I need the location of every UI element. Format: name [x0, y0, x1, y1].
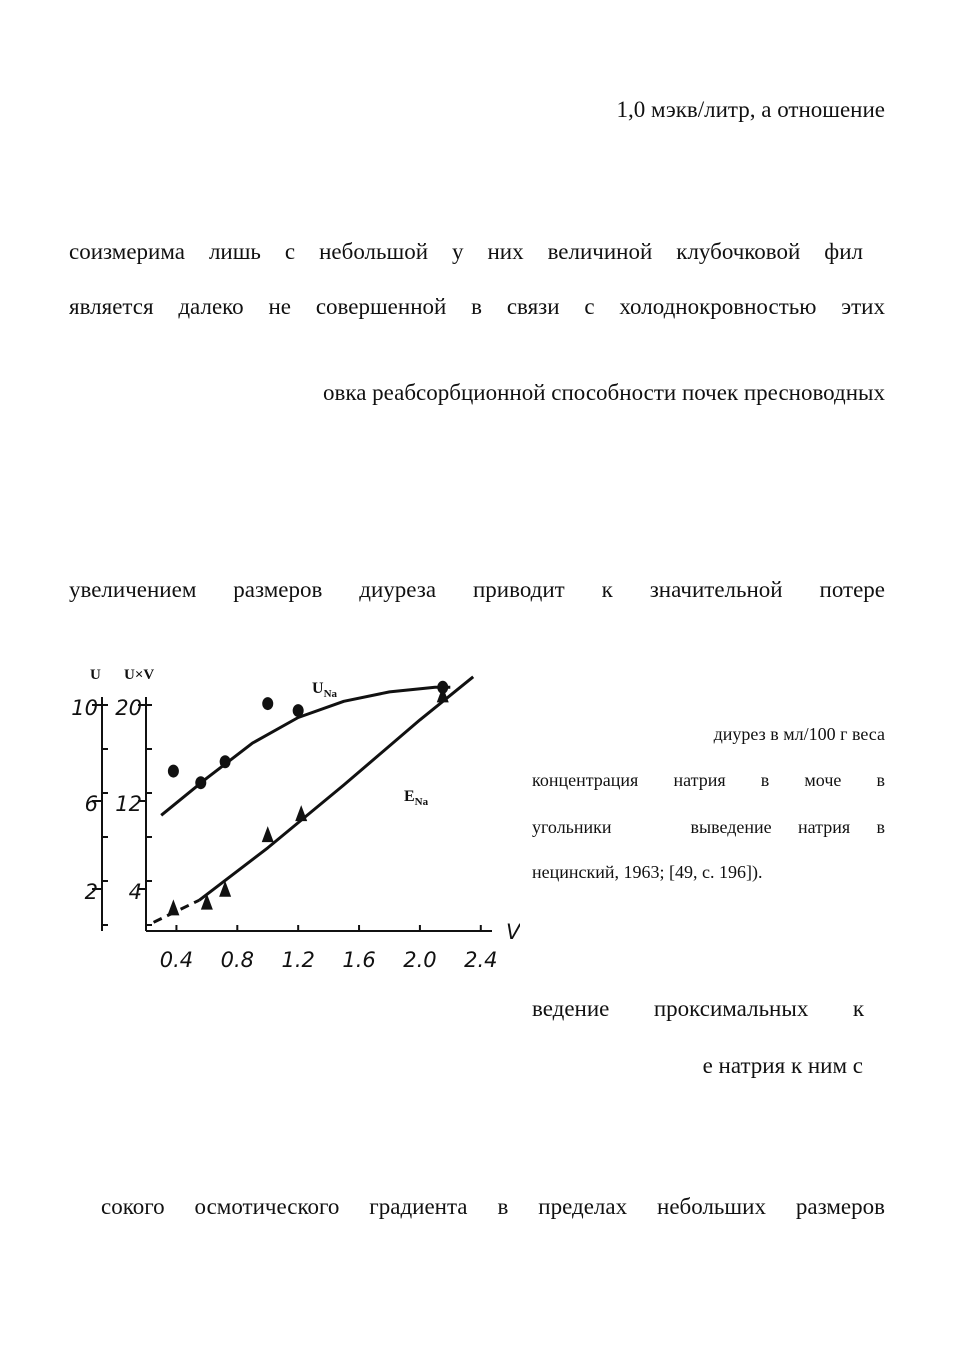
right-axis-title: U×V	[124, 667, 155, 683]
data-point-UNa	[262, 697, 273, 710]
trend-line-ENa	[199, 677, 473, 900]
data-point-ENa	[167, 899, 179, 915]
chart-ticks	[92, 705, 481, 931]
left-axis-tick-label: 2	[84, 880, 98, 904]
right-axis-tick-label: 20	[115, 696, 142, 720]
caption-line-2: концентрация натрия в моче в	[532, 770, 885, 790]
left-axis-tick-label: 6	[84, 792, 98, 816]
x-axis-tick-label: 0.4	[159, 948, 194, 972]
x-axis-tick-label: 1.2	[281, 948, 315, 972]
data-point-UNa	[168, 765, 179, 778]
x-axis-tick-label: 0.8	[220, 948, 255, 972]
text-line-4: овка реабсорбционной способности почек пресноводных	[323, 380, 885, 405]
caption-line-3: угольники выведение натрия в	[532, 817, 885, 837]
text-line-7: е натрия к ним с	[702, 1053, 863, 1078]
data-point-UNa	[195, 776, 206, 789]
text-line-8: сокого осмотического градиента в пределах небольших размеров	[101, 1194, 885, 1219]
x-axis-title: V	[506, 920, 520, 944]
right-axis-tick-label: 4	[128, 880, 142, 904]
left-axis-title: U	[90, 667, 101, 683]
x-axis-tick-label: 2.0	[403, 948, 437, 972]
data-point-UNa	[220, 755, 231, 768]
text-line-2: соизмерима лишь с небольшой у них величиной клубочковой фил	[69, 239, 863, 264]
x-axis-tick-label: 1.6	[342, 948, 376, 972]
series-label-ENa: $E_{Na}$	[404, 788, 429, 808]
caption-line-4: нецинский, 1963; [49, с. 196]).	[532, 862, 763, 882]
x-axis-tick-label: 2.4	[464, 948, 498, 972]
right-axis-tick-label: 12	[115, 792, 142, 816]
text-line-1: 1,0 мэкв/литр, а отношение	[616, 97, 885, 122]
text-line-5: увеличением размеров диуреза приводит к значительной потере	[69, 577, 885, 602]
caption-line-1: диурез в мл/100 г веса	[713, 724, 885, 744]
left-axis-tick-label: 10	[71, 696, 98, 720]
data-point-ENa	[262, 826, 274, 842]
text-line-6: ведение проксимальных к	[532, 996, 864, 1021]
data-point-UNa	[293, 704, 304, 717]
data-point-ENa	[295, 805, 307, 821]
series-label-UNa: $U_{Na}$	[312, 680, 338, 700]
sodium-diuresis-chart	[60, 655, 520, 985]
text-line-3: является далеко не совершенной в связи с холоднокровностью этих	[69, 294, 885, 319]
